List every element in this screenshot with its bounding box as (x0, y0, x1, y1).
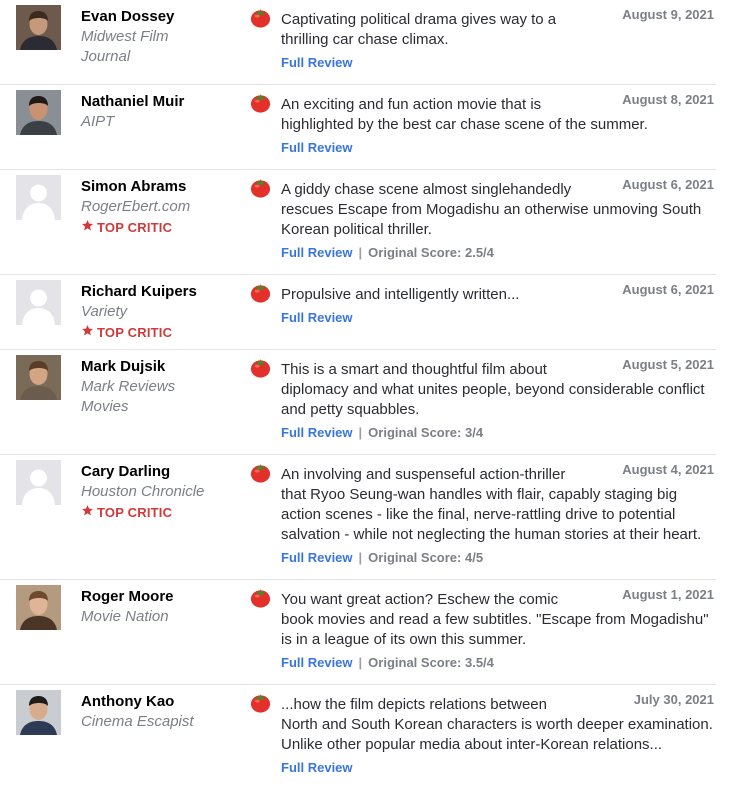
review-quote-rest: North and South Korean characters is worth deeper examination. Unlike other popular media about inter-Korean relations... (281, 716, 713, 753)
publication-link[interactable]: Movies (81, 398, 129, 415)
full-review-link[interactable]: Full Review (281, 550, 353, 565)
review-date: August 6, 2021 (622, 282, 714, 297)
critic-avatar[interactable] (16, 5, 61, 50)
review-quote (281, 465, 713, 545)
critic-info (81, 92, 231, 132)
critic-info (81, 177, 231, 235)
review-date: August 9, 2021 (622, 7, 714, 22)
original-score: Original Score: 2.5/4 (368, 245, 494, 260)
review-content (281, 360, 713, 441)
review-date: August 8, 2021 (622, 92, 714, 107)
review-quote-rest: rescues Escape from Mogadishu an otherwise unmoving South Korean political thriller. (281, 201, 702, 238)
review-quote-line: Propulsive and intelligently written... (281, 286, 520, 303)
original-score: Original Score: 3/4 (368, 425, 484, 440)
critic-name-link[interactable]: Mark Dujsik (81, 358, 166, 375)
original-score: Original Score: 3.5/4 (368, 655, 494, 670)
critic-name-link[interactable]: Roger Moore (81, 588, 174, 605)
publication-link[interactable]: AIPT (81, 113, 115, 130)
publication-link[interactable]: Journal (81, 48, 131, 65)
review-meta (281, 245, 713, 261)
publication-link[interactable]: RogerEbert.com (81, 198, 191, 215)
review-quote-rest: highlighted by the best car chase scene of the summer. (281, 116, 648, 133)
review-date: August 6, 2021 (622, 177, 714, 192)
critic-name-link[interactable]: Evan Dossey (81, 8, 175, 25)
critic-name-link[interactable]: Richard Kuipers (81, 283, 197, 300)
review-content (281, 180, 713, 261)
review-row (0, 350, 716, 455)
critic-avatar[interactable] (16, 90, 61, 135)
review-row (0, 0, 716, 85)
review-quote-line: An involving and suspenseful action-thriller (281, 466, 566, 483)
review-date: August 1, 2021 (622, 587, 714, 602)
top-critic-label: TOP CRITIC (97, 219, 173, 235)
fresh-tomato-icon (249, 176, 272, 199)
critic-avatar[interactable] (16, 690, 61, 735)
review-quote-line: You want great action? Eschew the comic (281, 591, 559, 608)
review-row (0, 580, 716, 685)
critic-info (81, 7, 231, 67)
full-review-link[interactable]: Full Review (281, 310, 353, 325)
review-meta (281, 550, 713, 566)
review-quote-line: A giddy chase scene almost singlehandedly (281, 181, 572, 198)
review-content (281, 590, 713, 671)
meta-separator: | (358, 245, 363, 260)
fresh-tomato-icon (249, 691, 272, 714)
review-quote-rest: book movies and read a few subtitles. "Escape from Mogadishu" is in a league of its own this summer. (281, 611, 709, 648)
review-content (281, 465, 713, 566)
fresh-tomato-icon (249, 461, 272, 484)
review-row (0, 170, 716, 275)
review-quote-rest: thrilling car chase climax. (281, 31, 449, 48)
top-critic-label: TOP CRITIC (97, 504, 173, 520)
review-meta (281, 140, 713, 156)
full-review-link[interactable]: Full Review (281, 245, 353, 260)
review-meta (281, 655, 713, 671)
review-quote-rest: that Ryoo Seung-wan handles with flair, capably staging big action scenes - like the final, nerve-rattling drive to potential salvation - while not neglecting the human stories at their heart. (281, 486, 702, 543)
publication-link[interactable]: Variety (81, 303, 128, 320)
critic-info (81, 357, 231, 417)
critic-name-link[interactable]: Cary Darling (81, 463, 171, 480)
avatar-placeholder-icon[interactable] (16, 280, 61, 325)
review-row (0, 455, 716, 580)
full-review-link[interactable]: Full Review (281, 55, 353, 70)
review-quote-line: ...how the film depicts relations between (281, 696, 547, 713)
avatar-placeholder-icon[interactable] (16, 460, 61, 505)
full-review-link[interactable]: Full Review (281, 655, 353, 670)
critic-info (81, 282, 231, 340)
fresh-tomato-icon (249, 6, 272, 29)
review-quote-line: An exciting and fun action movie that is (281, 96, 542, 113)
review-meta (281, 55, 713, 71)
review-row (0, 275, 716, 350)
publication-link[interactable]: Midwest Film (81, 28, 169, 45)
critic-info (81, 587, 231, 627)
fresh-tomato-icon (249, 356, 272, 379)
review-content (281, 695, 713, 776)
critic-avatar[interactable] (16, 585, 61, 630)
star-icon (81, 324, 94, 340)
critic-name-link[interactable]: Anthony Kao (81, 693, 175, 710)
star-icon (81, 504, 94, 520)
review-quote-line: Captivating political drama gives way to a (281, 11, 557, 28)
review-date: August 5, 2021 (622, 357, 714, 372)
review-quote-rest: diplomacy and what unites people, beyond considerable conflict and petty squabbles. (281, 381, 705, 418)
top-critic-label: TOP CRITIC (97, 324, 173, 340)
full-review-link[interactable]: Full Review (281, 760, 353, 775)
meta-separator: | (358, 655, 363, 670)
full-review-link[interactable]: Full Review (281, 425, 353, 440)
avatar-placeholder-icon[interactable] (16, 175, 61, 220)
publication-link[interactable]: Cinema Escapist (81, 713, 194, 730)
publication-link[interactable]: Movie Nation (81, 608, 169, 625)
review-date: July 30, 2021 (633, 692, 714, 707)
meta-separator: | (358, 550, 363, 565)
review-row (0, 685, 716, 802)
review-quote-line: This is a smart and thoughtful film about (281, 361, 547, 378)
top-critic-badge (81, 219, 231, 235)
star-icon (81, 219, 94, 235)
fresh-tomato-icon (249, 586, 272, 609)
top-critic-badge (81, 504, 231, 520)
critic-info (81, 462, 231, 520)
fresh-tomato-icon (249, 91, 272, 114)
critic-name-link[interactable]: Nathaniel Muir (81, 93, 185, 110)
review-meta (281, 425, 713, 441)
review-meta (281, 760, 713, 776)
review-meta (281, 310, 713, 326)
full-review-link[interactable]: Full Review (281, 140, 353, 155)
critic-avatar[interactable] (16, 355, 61, 400)
top-critic-badge (81, 324, 231, 340)
publication-link[interactable]: Houston Chronicle (81, 483, 205, 500)
fresh-tomato-icon (249, 281, 272, 304)
original-score: Original Score: 4/5 (368, 550, 484, 565)
review-row (0, 85, 716, 170)
review-date: August 4, 2021 (622, 462, 714, 477)
critic-name-link[interactable]: Simon Abrams (81, 178, 187, 195)
publication-link[interactable]: Mark Reviews (81, 378, 176, 395)
critic-info (81, 692, 231, 732)
meta-separator: | (358, 425, 363, 440)
